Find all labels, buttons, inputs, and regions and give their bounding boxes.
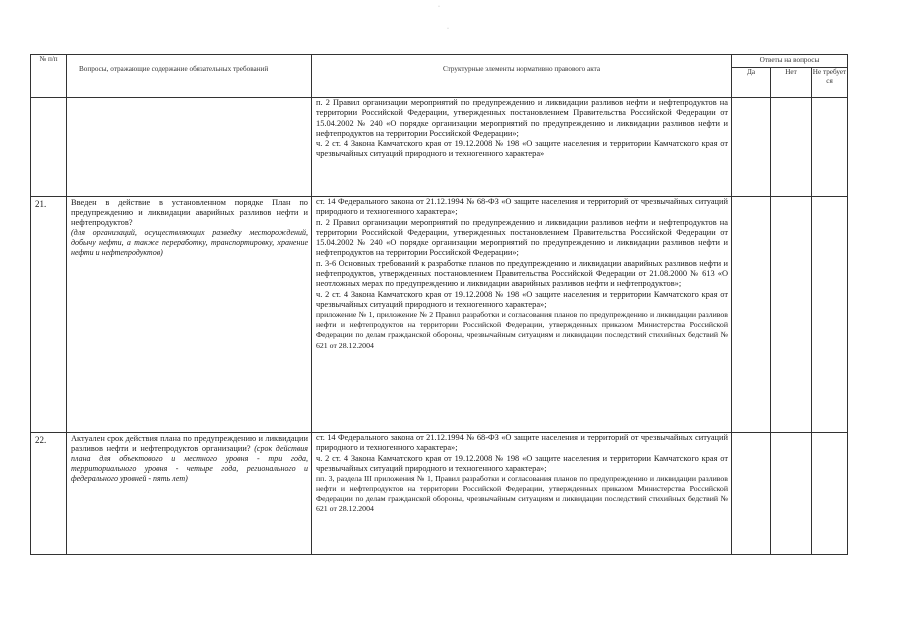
answer-not-required-cell[interactable] [812,197,848,433]
question-text: Введен в действие в установленном порядке План по предупреждению и ликвидации аварийных разливов нефти и нефтепродуктов? [71,198,308,227]
structural-paragraph: ст. 14 Федерального закона от 21.12.1994 № 68-ФЗ «О защите населения и территорий от чрезвычайных ситуаций природного и техногенного характера»; [316,433,728,453]
row-number: 21. [31,197,67,433]
header-row [31,55,848,68]
requirements-table [30,54,848,555]
scan-speck: · [438,4,440,10]
header-no: Нет [771,68,812,98]
question-cell [67,197,312,433]
structural-paragraph: ч. 2 ст. 4 Закона Камчатского края от 19.12.2008 № 198 «О защите населения и территории Камчатского края от чрезвычайных ситуаций природного и техногенного характера»; [316,453,728,473]
answer-no-cell[interactable] [771,98,812,197]
header-num: № п/п [31,55,67,98]
structural-cell [312,433,732,555]
header-answers: Ответы на вопросы [732,55,848,68]
structural-paragraph: ст. 14 Федерального закона от 21.12.1994 № 68-ФЗ «О защите населения и территорий от чрезвычайных ситуаций природного и техногенного характера»; [316,197,728,217]
answer-yes-cell[interactable] [732,197,771,433]
structural-paragraph: ч. 2 ст. 4 Закона Камчатского края от 19.12.2008 № 198 «О защите населения и территории Камчатского края от чрезвычайных ситуаций природного и техногенного характера»; [316,289,728,309]
table-row [31,433,848,555]
structural-paragraph: приложение № 1, приложение № 2 Правил разработки и согласования планов по предупреждению и ликвидации разливов нефти и нефтепродуктов на территории Российской Федерации, утвержденных приказом Министерства Российской Федерации по делам гражданской обороны, чрезвычайным ситуациям и ликвидации последствий стихийных бедствий № 621 от 28.12.2004 [316,310,728,350]
header-yes: Да [732,68,771,98]
answer-not-required-cell[interactable] [812,433,848,555]
structural-paragraph: пп. 3, раздела III приложения № 1, Правил разработки и согласования планов по предупреждению и ликвидации разливов нефти и нефтепродуктов на территории Российской Федерации, утвержденных приказом Министерства Российской Федерации по делам гражданской обороны, чрезвычайным ситуациям и ликвидации последствий стихийных бедствий № 621 от 28.12.2004 [316,474,728,514]
answer-yes-cell[interactable] [732,98,771,197]
scan-speck: · [447,26,449,32]
table-row [31,197,848,433]
header-not-required: Не требует ся [812,68,848,98]
question-cell [67,433,312,555]
answer-not-required-cell[interactable] [812,98,848,197]
question-note: (для организаций, осуществляющих разведку месторождений, добычу нефти, а также переработку, транспортировку, хранение нефти и нефтепродуктов) [71,228,308,257]
structural-paragraph: ч. 2 ст. 4 Закона Камчатского края от 19.12.2008 № 198 «О защите населения и территории Камчатского края от чрезвычайных ситуаций природного и техногенного характера» [316,139,728,159]
question-note: (срок действия плана для объектового и местного уровня - три года, территориального уровня - четыре года, регионального и федерального уровней - пять лет) [71,444,309,483]
answer-yes-cell[interactable] [732,433,771,555]
structural-paragraph: п. 3-6 Основных требований к разработке планов по предупреждению и ликвидации аварийных разливов нефти и нефтепродуктов, утвержденных постановлением Правительства Российской Федерации от 21.08.2000 № 613 «О неотложных мерах по предупреждению и ликвидации аварийных разливов нефти и нефтепродуктов»; [316,258,728,289]
structural-cell [312,197,732,433]
row-number [31,98,67,197]
row-number: 22. [31,433,67,555]
structural-paragraph: п. 2 Правил организации мероприятий по предупреждению и ликвидации разливов нефти и нефтепродуктов на территории Российской Федерации, утвержденных постановлением Правительства Российской Федерации от 15.04.2002 № 240 «О порядке организации мероприятий по предупреждению и ликвидации разливов нефти и нефтепродуктов на территории Российской Федерации»; [316,217,728,258]
header-structural: Структурные элементы нормативно правового акта [312,55,732,98]
structural-cell [312,98,732,197]
table-row [31,98,848,197]
answer-no-cell[interactable] [771,433,812,555]
question-cell [67,98,312,197]
question-text: Актуален срок действия плана по предупреждению и ликвидации разливов нефти и нефтепродуктов организации? [71,434,308,453]
answer-no-cell[interactable] [771,197,812,433]
header-questions: Вопросы, отражающие содержание обязательных требований [67,55,312,98]
structural-paragraph: п. 2 Правил организации мероприятий по предупреждению и ликвидации разливов нефти и нефтепродуктов на территории Российской Федерации, утвержденных постановлением Правительства Российской Федерации от 15.04.2002 № 240 «О порядке организации мероприятий по предупреждению и ликвидации разливов нефти и нефтепродуктов на территории Российской Федерации»; [316,98,728,138]
